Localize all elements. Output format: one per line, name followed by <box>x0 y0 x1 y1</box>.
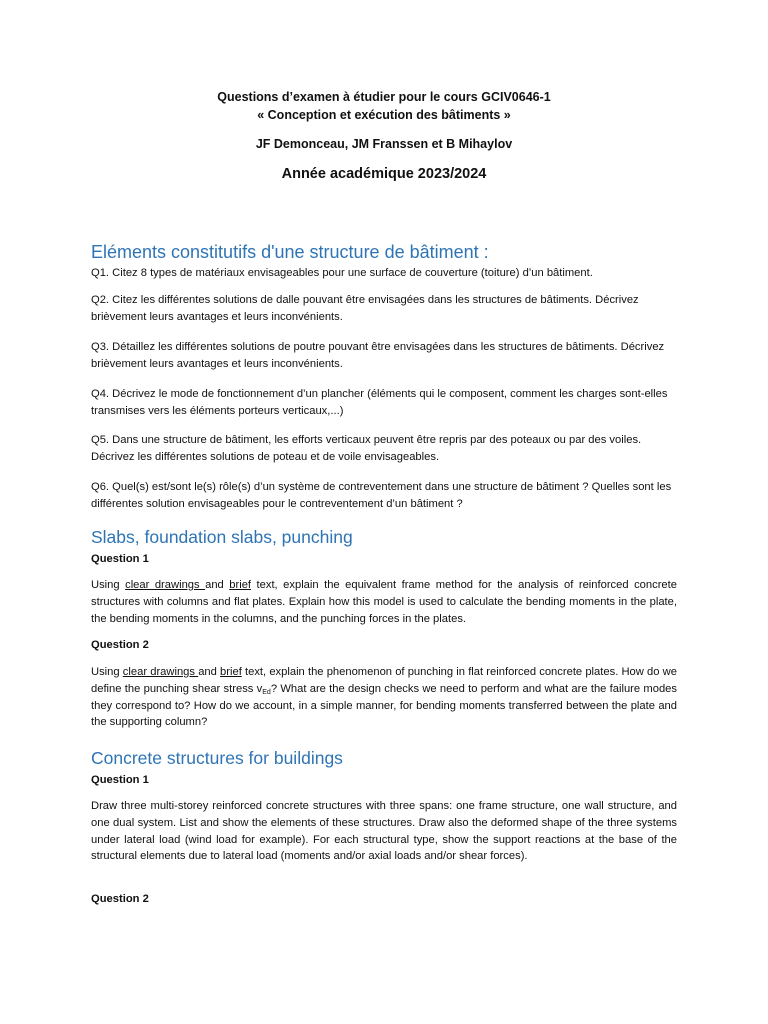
slabs-question-2-label: Question 2 <box>91 639 149 651</box>
underlined-brief: brief <box>229 579 252 591</box>
text-fragment: and <box>198 666 221 678</box>
underlined-clear-drawings: clear drawings <box>125 579 206 591</box>
question-q2: Q2. Citez les différentes solutions de dalle pouvant être envisagées dans les structures de bâtiments. Décrivez brièvement leurs avantages et leurs inconvénients. <box>91 294 639 323</box>
underlined-clear-drawings: clear drawings <box>122 666 199 678</box>
slabs-question-1-text <box>91 577 677 627</box>
concrete-question-2-label: Question 2 <box>91 893 149 905</box>
concrete-question-1-label: Question 1 <box>91 774 149 786</box>
header-course-line: Questions d’examen à étudier pour le cours GCIV0646-1 <box>217 90 551 104</box>
question-q1: Q1. Citez 8 types de matériaux envisageables pour une surface de couverture (toiture) d’un bâtiment. <box>91 267 593 279</box>
section-heading-slabs: Slabs, foundation slabs, punching <box>91 527 353 547</box>
concrete-question-1-text: Draw three multi-storey reinforced concrete structures with three spans: one frame structure, one wall structure, and one dual system. List and show the elements of these structures. Draw also the deformed shape of the three systems under lateral load (wind load for example). For each structural type, show the support reactions at the base of the structural elements due to lateral load (moments and/or axial loads and/or shear forces). <box>91 800 677 863</box>
question-q4: Q4. Décrivez le mode de fonctionnement d’un plancher (éléments qui le composent, comment les charges sont-elles transmises vers les éléments porteurs verticaux,...) <box>91 388 668 417</box>
header-authors: JF Demonceau, JM Franssen et B Mihaylov <box>255 137 513 151</box>
underlined-brief: brief <box>220 666 242 678</box>
text-fragment: text, explain the equivalent frame method for the analysis of reinforced concrete structures with columns and flat plates. Explain how this model is used to calculate the bending moments in the plate, the bending moments in the columns, and the punching forces in the plates. <box>91 579 677 625</box>
slabs-question-2-text <box>91 664 677 731</box>
text-fragment: Using <box>91 666 123 678</box>
section-heading-concrete: Concrete structures for buildings <box>91 748 343 768</box>
section-heading-elements: Eléments constitutifs d'une structure de bâtiment : <box>91 242 489 262</box>
header-course-title: « Conception et exécution des bâtiments » <box>257 108 511 122</box>
text-fragment: and <box>205 579 230 591</box>
text-fragment: Using <box>91 579 126 591</box>
question-q6: Q6. Quel(s) est/sont le(s) rôle(s) d’un système de contreventement dans une structure de bâtiment ? Quelles sont les différentes solution envisageables pour le contreventement d’un bâtiment ? <box>91 481 672 510</box>
slabs-question-1-label: Question 1 <box>91 553 149 565</box>
question-q5: Q5. Dans une structure de bâtiment, les efforts verticaux peuvent être repris par des poteaux ou par des voiles. Décrivez les différentes solutions de poteau et de voile envisageables. <box>91 434 642 463</box>
header-academic-year: Année académique 2023/2024 <box>281 166 487 182</box>
text-fragment: text, explain the phenomenon of punching in flat reinforced concrete plates. How do we define the punching shear stress v <box>91 666 677 695</box>
text-fragment: ? What are the design checks we need to perform and what are the failure modes they correspond to? How do we account, in a simple manner, for bending moments transferred between the plate and the supporting column? <box>91 682 677 729</box>
question-q3: Q3. Détaillez les différentes solutions de poutre pouvant être envisagées dans les structures de bâtiments. Décrivez brièvement leurs avantages et leurs inconvénients. <box>91 341 665 370</box>
subscript-ed: Ed <box>262 688 271 696</box>
